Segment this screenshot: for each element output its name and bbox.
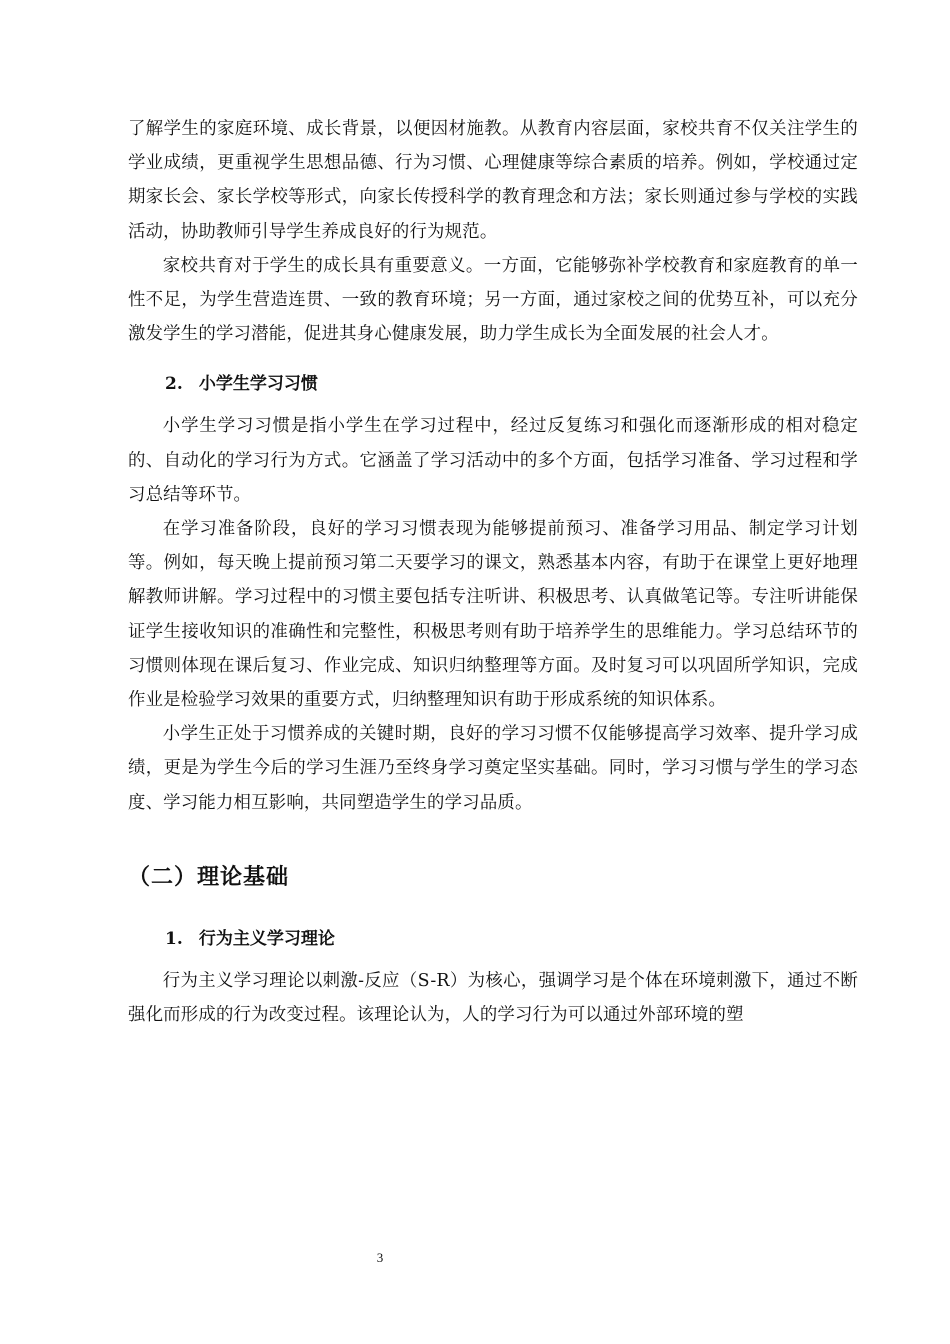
paragraph-habit-importance: 小学生正处于习惯养成的关键时期，良好的学习习惯不仅能够提高学习效率、提升学习成绩，更是为学生今后的学习生涯乃至终身学习奠定坚实基础。同时，学习习惯与学生的学习态度、学习能力相互影响，共同塑造学生的学习品质。 [128,724,858,813]
paragraph-continuation: 了解学生的家庭环境、成长背景，以便因材施教。从教育内容层面，家校共育不仅关注学生的学业成绩，更重视学生思想品德、行为习惯、心理健康等综合素质的培养。例如，学校通过定期家长会、家长学校等形式，向家长传授科学的教育理念和方法；家长则通过参与学校的实践活动，协助教师引导学生养成良好的行为规范。 [128,119,858,242]
paragraph-habit-stages: 在学习准备阶段，良好的学习习惯表现为能够提前预习、准备学习用品、制定学习计划等。例如，每天晚上提前预习第二天要学习的课文，熟悉基本内容，有助于在课堂上更好地理解教师讲解。学习过程中的习惯主要包括专注听讲、积极思考、认真做笔记等。专注听讲能保证学生接收知识的准确性和完整性，积极思考则有助于培养学生的思维能力。学习总结环节的习惯则体现在课后复习、作业完成、知识归纳整理等方面。及时复习可以巩固所学知识，完成作业是检验学习效果的重要方式，归纳整理知识有助于形成系统的知识体系。 [128,519,858,711]
subheading-study-habits [128,369,858,399]
paragraph-significance: 家校共育对于学生的成长具有重要意义。一方面，它能够弥补学校教育和家庭教育的单一性不足，为学生营造连贯、一致的教育环境；另一方面，通过家校之间的优势互补，可以充分激发学生的学习潜能，促进其身心健康发展，助力学生成长为全面发展的社会人才。 [128,255,858,345]
subheading-number: 2. [165,374,183,395]
subheading-title: 小学生学习习惯 [198,374,318,395]
section-heading-theory: （二）理论基础 [128,864,290,890]
subheading-number: 1. [165,928,183,949]
page-body [128,112,858,1032]
subheading-behaviorism [128,924,858,954]
page-number: 3 [376,1250,384,1265]
subheading-title: 行为主义学习理论 [198,928,335,949]
paragraph-habit-definition: 小学生学习习惯是指小学生在学习过程中，经过反复练习和强化而逐渐形成的相对稳定的、自动化的学习行为方式。它涵盖了学习活动中的多个方面，包括学习准备、学习过程和学习总结等环节。 [128,416,858,505]
paragraph-behaviorism: 行为主义学习理论以刺激-反应（S-R）为核心，强调学习是个体在环境刺激下，通过不断强化而形成的行为改变过程。该理论认为，人的学习行为可以通过外部环境的塑 [128,970,858,1026]
